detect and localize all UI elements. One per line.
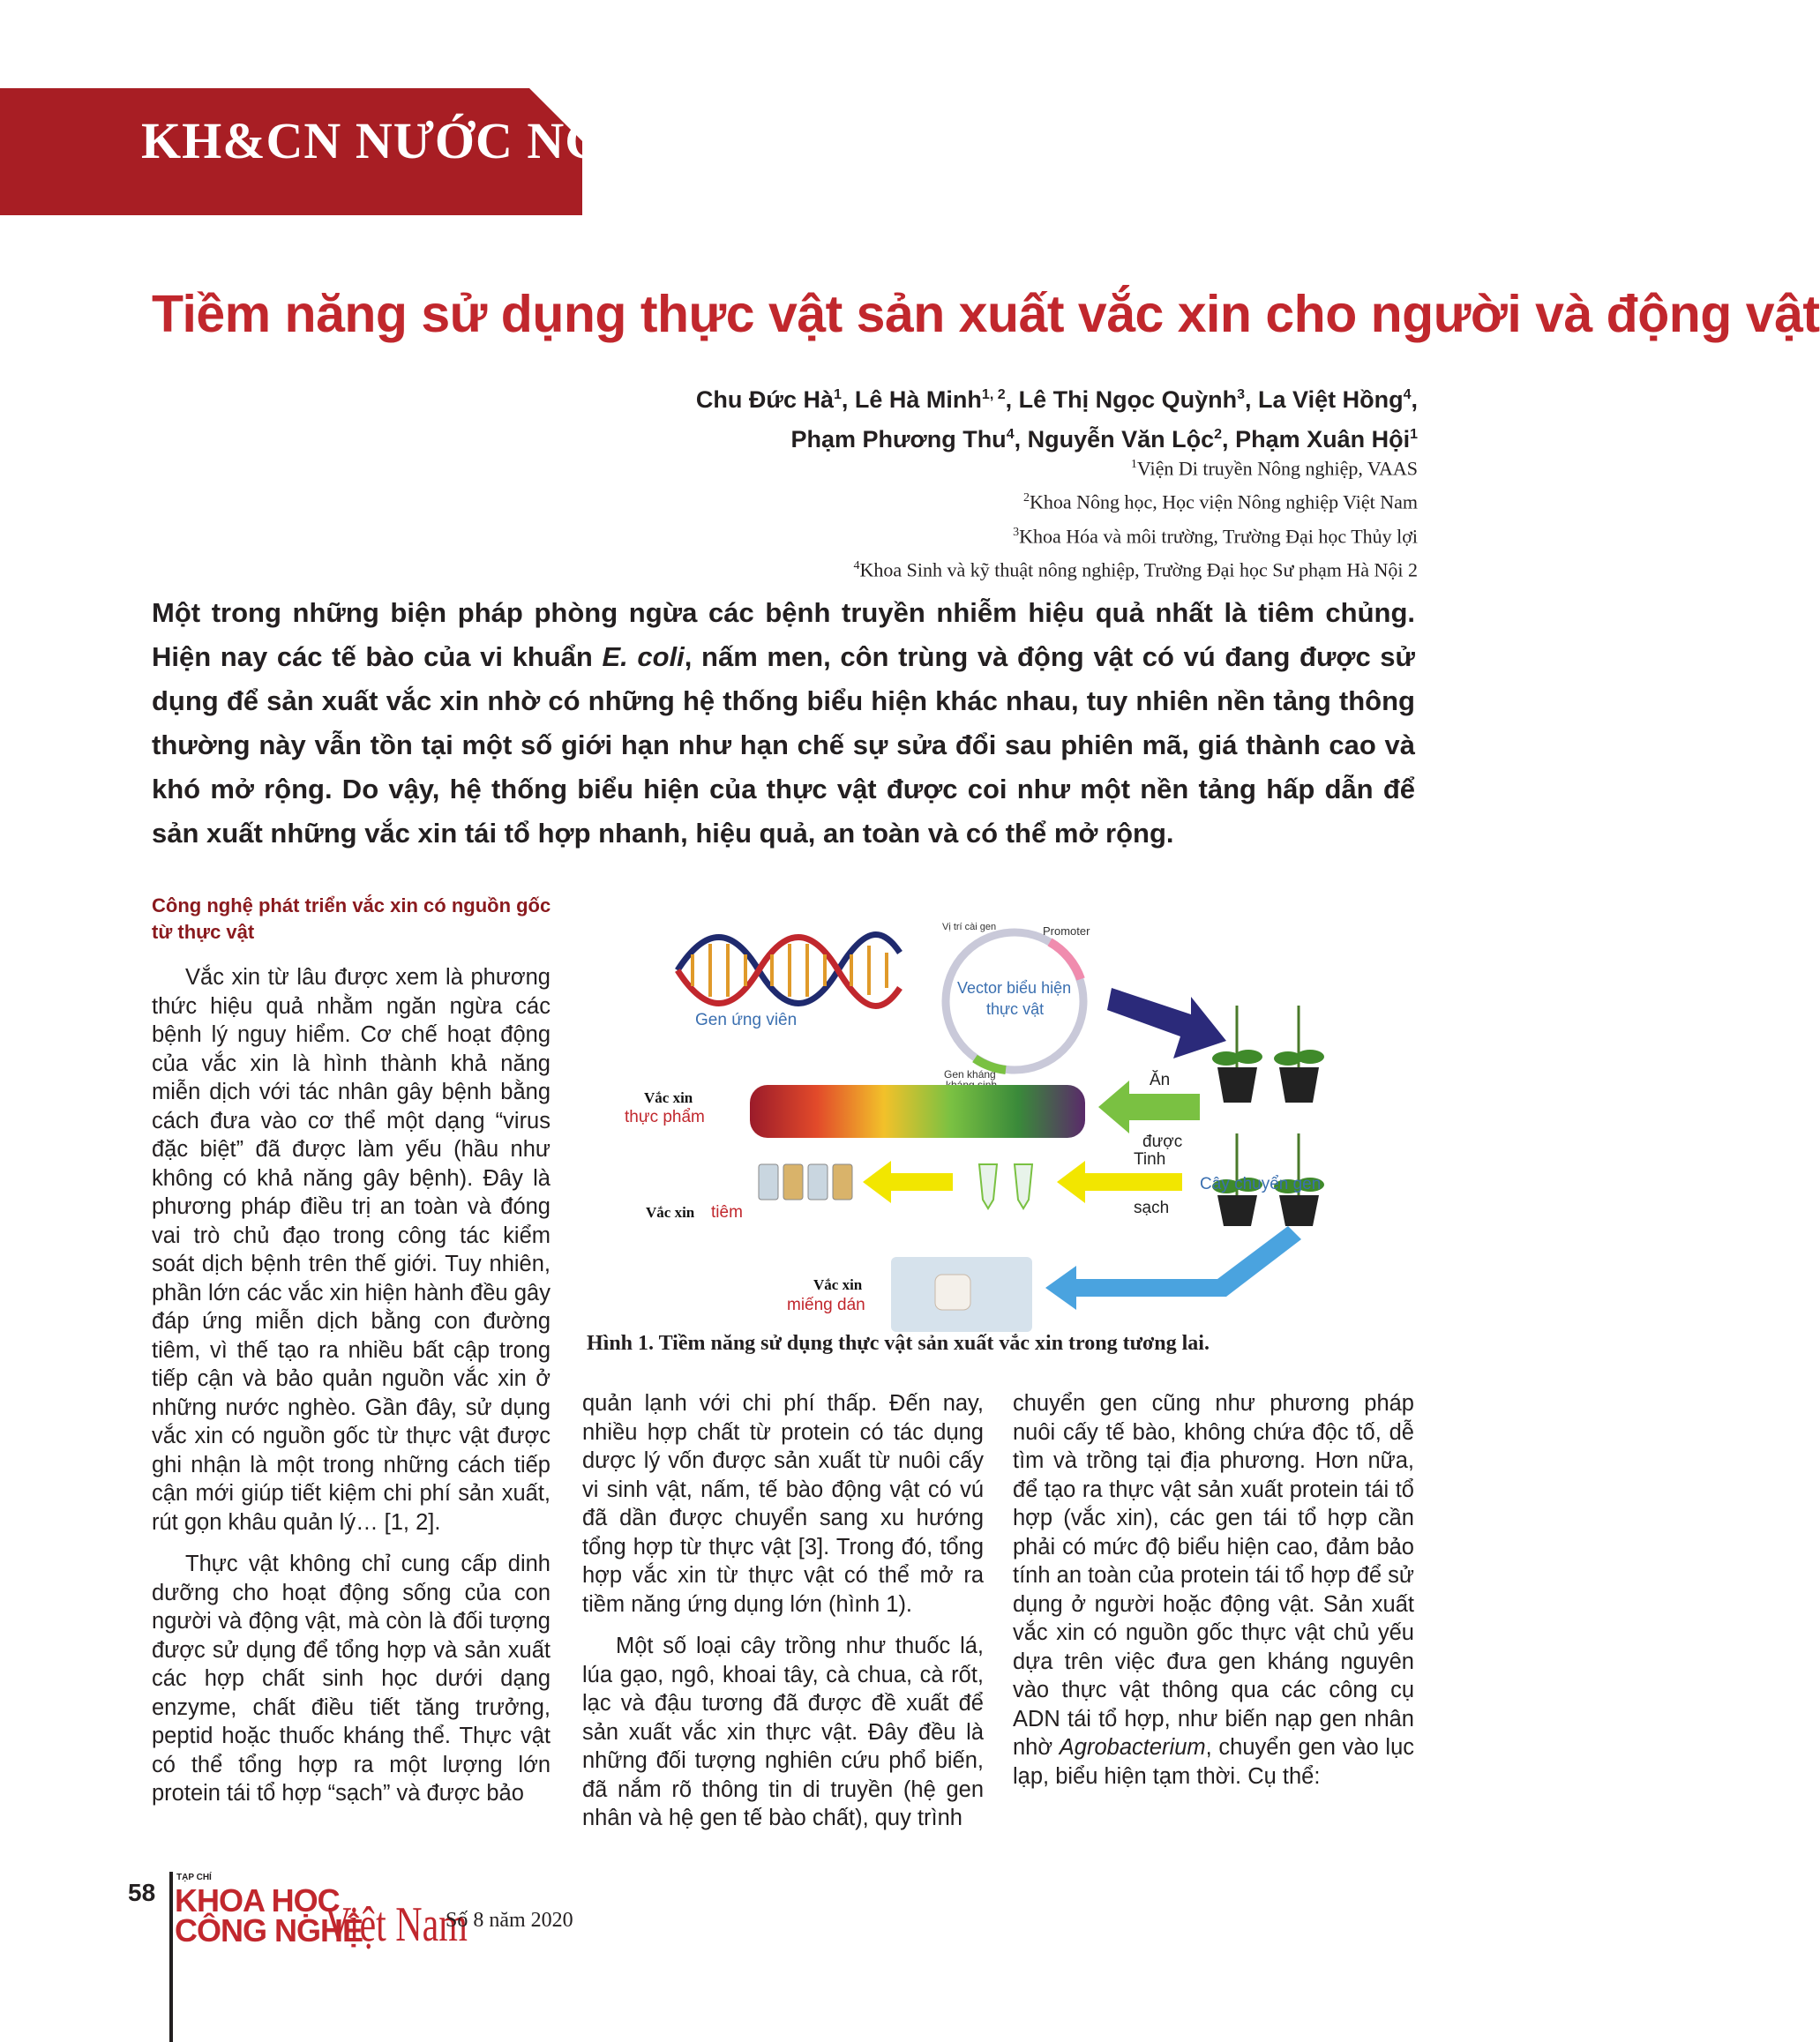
- author-affil-mark: 1: [833, 387, 842, 402]
- label-promoter: Promoter: [1043, 924, 1090, 938]
- fruit-vegetable-image: [750, 1085, 1085, 1138]
- author-affil-mark: 4: [1403, 387, 1412, 402]
- magazine-name-line-2: CÔNG NGHỆ: [175, 1912, 363, 1949]
- paragraph: Thực vật không chỉ cung cấp dinh dưỡng cho hoạt động sống của con người và động vật, mà còn là đối tượng được sử dụng để tổng hợp và sản xuất các hợp chất sinh học dưới dạng enzyme, chất điều tiết tăng trưởng, peptid hoặc thuốc kháng thể. Thực vật có thể tổng hợp ra một lượng lớn protein tái tổ hợp “sạch” và được bảo: [152, 1552, 550, 1806]
- affiliation-list: [854, 450, 1419, 585]
- label-purify-b: sạch: [1134, 1199, 1170, 1217]
- body-column-1: [152, 963, 550, 1821]
- abstract-species: E. coli: [602, 641, 685, 672]
- label-purify-a: Tinh: [1134, 1150, 1166, 1169]
- issue-number: Số 8 năm 2020: [446, 1909, 573, 1932]
- affiliation-mark: 3: [1013, 525, 1020, 539]
- label-injection-vaccine-b: tiêm: [711, 1203, 743, 1222]
- author-name: Nguyễn Văn Lộc: [1027, 426, 1215, 453]
- affiliation-mark: 2: [1022, 491, 1030, 505]
- author-affil-mark: 1, 2: [981, 387, 1006, 402]
- author-line-1: Chu Đức $Hà^1$, Lê Hà Minh$^{1, 2}$, Lê Thị Ngọc Quỳnh$^3$, La Việt Hồng$^4$,: [695, 386, 1418, 413]
- affiliation-mark: 4: [853, 558, 860, 572]
- affiliation: [854, 518, 1419, 551]
- paragraph-text: , chuyển gen vào lục lạp, biểu hiện tạm thời. Cụ thể:: [1013, 1735, 1414, 1789]
- section-banner-label: KH&CN NƯỚC NGOÀI: [141, 112, 705, 169]
- label-eat-a: Ăn: [1150, 1071, 1171, 1089]
- author-list: [696, 378, 1418, 457]
- paragraph-text: chuyển gen cũng như phương pháp nuôi cấy tế bào, không chứa độc tố, dễ tìm và trồng tại địa phương. Hơn nữa, để tạo ra thực vật sản xuất protein tái tổ hợp (vắc xin), các gen tái tổ hợp cần phải có mức độ biểu hiện cao, đảm bảo tính an toàn của protein tái tổ hợp để sử dụng ở người hoặc động vật. Sản xuất vắc xin có nguồn gốc thực vật chủ yếu dựa trên việc đưa gen kháng nguyên vào thực vật thông qua các công cụ ADN tái tổ hợp, như biến nạp gen nhân nhờ: [1013, 1391, 1414, 1760]
- paragraph: Vắc xin từ lâu được xem là phương thức hiệu quả nhằm ngăn ngừa các bệnh lý nguy hiểm. Cơ chế hoạt động của vắc xin là hình thành khả năng miễn dịch với tác nhân gây bệnh bằng cách đưa vào cơ thể một dạng “virus đặc biệt” đã được làm yếu (hầu như không có khả năng gây bệnh). Đây là phương pháp điều trị an toàn và đóng vai trò chủ đạo trong công tác kiểm soát dịch bệnh trên thế giới. Tuy nhiên, phần lớn các vắc xin hiện hành đều gây đáp ứng miễn dịch bằng con đường tiêm, vì thế tạo ra nhiều bất cập trong tiếp cận và bảo quản nguồn vắc xin ở những nước nghèo. Gần đây, sử dụng vắc xin có nguồn gốc từ thực vật được ghi nhận là một trong những cách tiếp cận mới giúp tiết kiệm chi phí sản xuất, rút gọn khâu quản lý… [1, 2].: [152, 965, 550, 1535]
- paragraph: [1013, 1389, 1414, 1791]
- paragraph: Một số loại cây trồng như thuốc lá, lúa gạo, ngô, khoai tây, cà chua, cà rốt, lạc và đậu tương đã được đề xuất để sản xuất vắc xin thực vật. Đây đều là những đối tượng nghiên cứu phổ biến, đã nắm rõ thông tin di truyền (hệ gen nhân và hệ gen tế bào chất), quy trình: [582, 1634, 984, 1830]
- label-food-vaccine-a: Vắc xin: [644, 1089, 693, 1106]
- author-affil-mark: 2: [1214, 427, 1223, 442]
- magazine-name-vietnam: Việt Nam: [325, 1897, 468, 1952]
- label-eat-b: được: [1142, 1133, 1183, 1151]
- label-patch-vaccine-b: miếng dán: [787, 1296, 865, 1314]
- arrow-purify-left: [863, 1161, 953, 1203]
- paragraph-species: Agrobacterium: [1059, 1735, 1206, 1760]
- article-title: Tiềm năng sử dụng thực vật sản xuất vắc xin cho người và động vật: [152, 285, 1820, 343]
- author-name: Lê Hà Minh: [854, 386, 982, 413]
- affiliation-text: Khoa Nông học, Học viện Nông nghiệp Việt Nam: [1029, 490, 1418, 513]
- banner-rule: [0, 212, 582, 215]
- body-column-2: [582, 1389, 984, 1846]
- affiliation: [854, 483, 1419, 517]
- label-antibiotic-line-1: Gen kháng: [944, 1068, 996, 1081]
- label-cloning-site: Vị trí cài gen: [942, 922, 997, 932]
- vaccine-vials-icon: [759, 1164, 852, 1200]
- author-affil-mark: 4: [1006, 427, 1015, 442]
- paragraph: quản lạnh với chi phí thấp. Đến nay, nhiều hợp chất từ protein có tác dụng dược lý vốn được sản xuất từ nuôi cấy vi sinh vật, nấm, tế bào động vật có vú đã dần được chuyển sang xu hướng tổng hợp từ thực vật [3]. Trong đó, tổng hợp vắc xin từ thực vật có thể mở ra tiềm năng ứng dụng lớn (hình 1).: [582, 1391, 984, 1617]
- dna-helix-icon: [678, 935, 900, 1006]
- author-line-2: Phạm Phương Thu$^4$, Nguyễn Văn Lộc$^2$, Phạm Xuân Hội$^1$: [790, 426, 1418, 453]
- affiliation-mark: 1: [1130, 458, 1137, 471]
- figure-1-diagram: [582, 909, 1415, 1332]
- author-name: La Việt Hồng: [1258, 386, 1404, 413]
- author-name: Chu Đức Hà: [695, 386, 834, 413]
- magazine-label: TẠP CHÍ: [176, 1873, 212, 1882]
- arrow-to-plants: [1107, 988, 1226, 1058]
- patch-icon: [935, 1275, 970, 1310]
- label-vector-line-2: thực vật: [986, 1000, 1045, 1018]
- body-column-3: [1013, 1389, 1414, 1804]
- label-patch-vaccine-a: Vắc xin: [813, 1276, 863, 1293]
- test-tube-icon: [979, 1164, 1032, 1208]
- label-injection-vaccine-a: Vắc xin: [646, 1204, 695, 1221]
- label-transgenic-plant: Cây chuyển gen: [1200, 1175, 1322, 1193]
- arrow-to-patch: [1045, 1226, 1301, 1310]
- figure-1: [582, 909, 1415, 1350]
- label-gene-candidate: Gen ứng viên: [695, 1011, 798, 1029]
- section-heading: Công nghệ phát triển vắc xin có nguồn gốc từ thực vật: [152, 894, 551, 943]
- affiliation: [854, 551, 1419, 585]
- potted-plant-icon: [1274, 1006, 1324, 1103]
- author-name: Lê Thị Ngọc Quỳnh: [1018, 386, 1238, 413]
- author-affil-mark: 3: [1237, 387, 1246, 402]
- author-name: Phạm Phương Thu: [790, 426, 1007, 453]
- author-name: Phạm Xuân Hội: [1235, 426, 1411, 453]
- label-food-vaccine-b: thực phẩm: [625, 1108, 705, 1126]
- abstract-text: , nấm men, côn trùng và động vật có vú đang được sử dụng để sản xuất vắc xin nhờ có những hệ thống biểu hiện khác nhau, tuy nhiên nền tảng thông thường này vẫn tồn tại một số giới hạn như hạn chế sự sửa đổi sau phiên mã, giá thành cao và khó mở rộng. Do vậy, hệ thống biểu hiện của thực vật được coi như một nền tảng hấp dẫn để sản xuất những vắc xin tái tổ hợp nhanh, hiệu quả, an toàn và có thể mở rộng.: [152, 641, 1415, 849]
- page-number: 58: [128, 1879, 156, 1906]
- footer-rule: [169, 1872, 173, 2042]
- figure-caption: Hình 1. Tiềm năng sử dụng thực vật sản xuất vắc xin trong tương lai.: [587, 1332, 1210, 1355]
- label-vector-line-1: Vector biểu hiện: [957, 979, 1072, 997]
- affiliation-text: Khoa Hóa và môi trường, Trường Đại học Thủy lợi: [1019, 524, 1418, 547]
- author-affil-mark: 1: [1410, 427, 1418, 442]
- affiliation-text: Khoa Sinh và kỹ thuật nông nghiệp, Trường Đại học Sư phạm Hà Nội 2: [859, 558, 1418, 581]
- magazine-name-line-1: KHOA HỌC: [175, 1882, 340, 1919]
- affiliation: [854, 450, 1419, 483]
- abstract: [152, 591, 1415, 856]
- affiliation-text: Viện Di truyền Nông nghiệp, VAAS: [1136, 457, 1418, 480]
- potted-plant-icon: [1212, 1006, 1262, 1103]
- abstract-text: Một trong những biện pháp phòng ngừa các bệnh truyền nhiễm hiệu quả nhất là tiêm chủng. Hiện nay các tế bào của vi khuẩn: [152, 597, 1415, 672]
